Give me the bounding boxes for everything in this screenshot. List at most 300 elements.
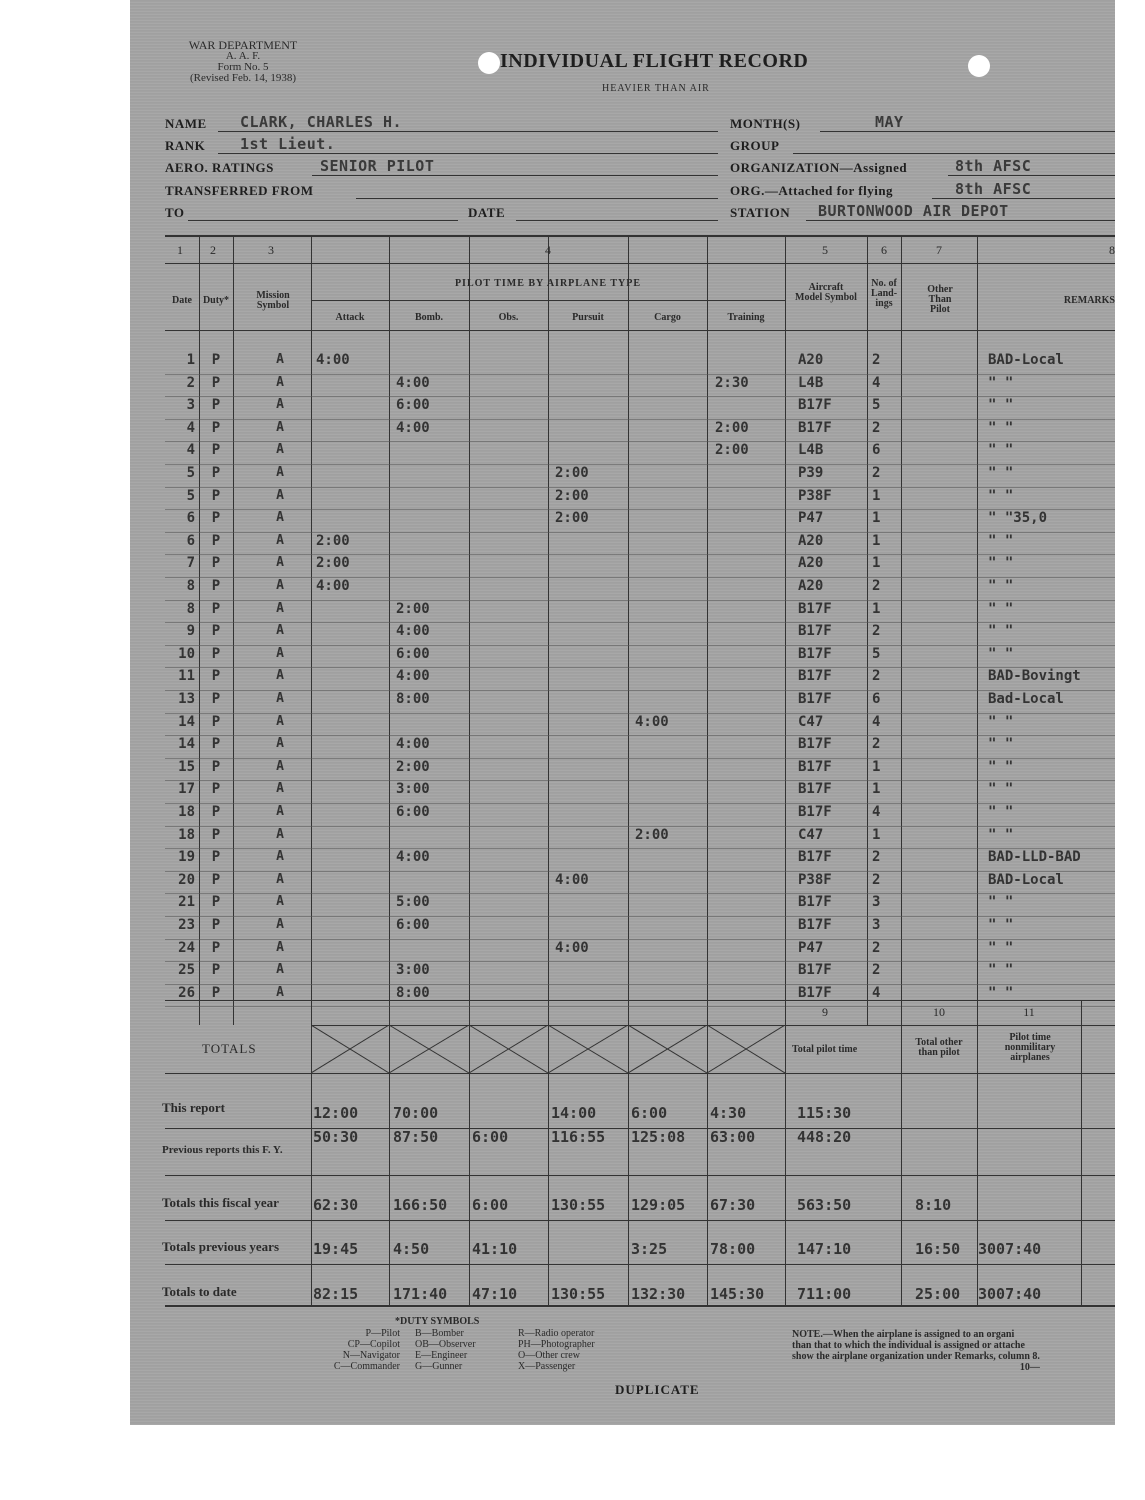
entry-duty: P (211, 555, 221, 571)
entry-bomb: 3:00 (396, 781, 430, 797)
entry-mission: A (276, 578, 284, 593)
totals-total: 448:20 (797, 1128, 852, 1146)
entry-aircraft: B17F (798, 601, 832, 617)
aero-ratings-label: AERO. RATINGS (165, 160, 274, 175)
entry-landings: 2 (872, 420, 881, 436)
totals-other: 16:50 (915, 1240, 961, 1258)
entry-landings: 6 (872, 442, 881, 458)
entry-aircraft: P38F (798, 488, 832, 504)
entry-aircraft: B17F (798, 917, 832, 933)
entry-date: 26 (178, 985, 195, 1001)
entry-landings: 5 (872, 646, 881, 662)
entry-aircraft: C47 (798, 827, 824, 843)
entry-duty: P (211, 646, 221, 662)
entry-remarks: " " (988, 985, 1014, 1001)
entry-remarks: " " (988, 646, 1014, 662)
col-header-date: Date (172, 295, 192, 306)
entry-landings: 4 (872, 804, 881, 820)
entry-remarks: " " (988, 420, 1014, 436)
entry-bomb: 3:00 (396, 962, 430, 978)
entry-training: 2:30 (715, 375, 749, 391)
entry-aircraft: B17F (798, 804, 832, 820)
entry-aircraft: B17F (798, 849, 832, 865)
entry-aircraft: L4B (798, 375, 824, 391)
totals-attack: 19:45 (313, 1240, 359, 1258)
entry-date: 23 (178, 917, 195, 933)
entry-aircraft: A20 (798, 533, 824, 549)
totals-obs: 41:10 (472, 1240, 518, 1258)
name-value: CLARK, CHARLES H. (240, 113, 403, 131)
entry-remarks: " " (988, 940, 1014, 956)
entry-aircraft: B17F (798, 894, 832, 910)
totals-pursuit: 130:55 (551, 1196, 606, 1214)
entry-landings: 2 (872, 623, 881, 639)
entry-remarks: " " (988, 442, 1014, 458)
col-header-obs: Obs. (498, 312, 519, 323)
entry-pursuit: 2:00 (555, 488, 589, 504)
entry-date: 2 (186, 375, 195, 391)
col-num-2: 2 (210, 243, 216, 257)
rank-value: 1st Lieut. (240, 135, 336, 153)
entry-mission: A (276, 804, 284, 819)
duty-col-2: B—Bomber OB—Observer E—Engineer G—Gunner (415, 1328, 476, 1372)
entry-landings: 1 (872, 601, 881, 617)
entry-remarks: " " (988, 736, 1014, 752)
col-header-pursuit: Pursuit (572, 312, 604, 323)
col-header-total-pilot-time: Total pilot time (792, 1044, 858, 1055)
entry-landings: 2 (872, 578, 881, 594)
punch-hole (968, 55, 990, 77)
entry-duty: P (211, 781, 221, 797)
entry-cargo: 2:00 (635, 827, 669, 843)
entry-landings: 1 (872, 488, 881, 504)
entry-duty: P (211, 827, 221, 843)
station-value: BURTONWOOD AIR DEPOT (818, 202, 1009, 220)
entry-remarks: " " (988, 759, 1014, 775)
entry-remarks: " " (988, 578, 1014, 594)
entry-duty: P (211, 510, 221, 526)
entry-remarks: " " (988, 781, 1014, 797)
date-label: DATE (468, 205, 506, 220)
entry-landings: 1 (872, 827, 881, 843)
entry-aircraft: B17F (798, 985, 832, 1001)
entry-mission: A (276, 781, 284, 796)
entry-date: 6 (186, 533, 195, 549)
totals-cargo: 125:08 (631, 1128, 686, 1146)
entry-remarks: " " (988, 397, 1014, 413)
name-label: NAME (165, 116, 207, 131)
entry-remarks: " " (988, 894, 1014, 910)
entry-landings: 2 (872, 352, 881, 368)
entry-duty: P (211, 442, 221, 458)
entry-duty: P (211, 714, 221, 730)
col-num-3: 3 (268, 243, 274, 257)
totals-bomb: 70:00 (393, 1104, 439, 1122)
entry-landings: 4 (872, 714, 881, 730)
totals-obs: 6:00 (472, 1196, 509, 1214)
col-num-10: 10 (933, 1005, 945, 1019)
entry-date: 6 (186, 510, 195, 526)
month-value: MAY (875, 113, 904, 131)
totals-row-label: Previous reports this F. Y. (162, 1144, 283, 1156)
form-title: INDIVIDUAL FLIGHT RECORD (500, 50, 809, 72)
org-attached-label: ORG.—Attached for flying (730, 183, 894, 198)
entry-bomb: 4:00 (396, 375, 430, 391)
entry-aircraft: A20 (798, 578, 824, 594)
entry-training: 2:00 (715, 420, 749, 436)
entry-pursuit: 4:00 (555, 872, 589, 888)
col-num-8: 8 (1109, 243, 1115, 257)
totals-cargo: 6:00 (631, 1104, 668, 1122)
entry-aircraft: A20 (798, 352, 824, 368)
entry-landings: 1 (872, 555, 881, 571)
org-assigned-value: 8th AFSC (955, 157, 1032, 175)
entry-date: 24 (178, 940, 195, 956)
col-header-other: Other Than Pilot (927, 284, 953, 315)
entry-date: 9 (186, 623, 195, 639)
totals-attack: 50:30 (313, 1128, 359, 1146)
entry-mission: A (276, 555, 284, 570)
col-header-mission: Mission Symbol (256, 290, 290, 311)
entry-remarks: BAD-Bovingt (988, 668, 1081, 684)
entry-aircraft: P47 (798, 940, 824, 956)
totals-training: 63:00 (710, 1128, 756, 1146)
entry-duty: P (211, 488, 221, 504)
entry-bomb: 2:00 (396, 759, 430, 775)
entry-date: 5 (186, 465, 195, 481)
entry-remarks: " " (988, 465, 1014, 481)
entry-duty: P (211, 352, 221, 368)
entry-bomb: 5:00 (396, 894, 430, 910)
entry-duty: P (211, 849, 221, 865)
entry-attack: 2:00 (316, 555, 350, 571)
totals-attack: 12:00 (313, 1104, 359, 1122)
entry-remarks: " " (988, 533, 1014, 549)
entry-mission: A (276, 849, 284, 864)
entry-landings: 2 (872, 849, 881, 865)
totals-row-label: Totals to date (162, 1284, 237, 1299)
entry-aircraft: B17F (798, 668, 832, 684)
entry-aircraft: B17F (798, 646, 832, 662)
month-label: MONTH(S) (730, 116, 801, 131)
entry-bomb: 8:00 (396, 691, 430, 707)
entry-date: 7 (186, 555, 195, 571)
entry-bomb: 4:00 (396, 420, 430, 436)
entry-remarks: " " (988, 917, 1014, 933)
entry-mission: A (276, 917, 284, 932)
totals-cargo: 129:05 (631, 1196, 686, 1214)
entry-pursuit: 2:00 (555, 510, 589, 526)
entry-date: 8 (186, 601, 195, 617)
col-header-attack: Attack (335, 312, 365, 323)
form-subtitle: HEAVIER THAN AIR (602, 83, 710, 94)
entry-mission: A (276, 623, 284, 638)
entry-landings: 1 (872, 781, 881, 797)
entry-aircraft: B17F (798, 781, 832, 797)
totals-other: 8:10 (915, 1196, 952, 1214)
entry-landings: 6 (872, 691, 881, 707)
totals-bomb: 4:50 (393, 1240, 430, 1258)
col-header-aircraft: Aircraft Model Symbol (795, 282, 857, 303)
punch-hole (478, 52, 500, 74)
totals-total: 711:00 (797, 1285, 852, 1303)
entry-bomb: 6:00 (396, 917, 430, 933)
org-attached-value: 8th AFSC (955, 180, 1032, 198)
totals-training: 67:30 (710, 1196, 756, 1214)
totals-bomb: 87:50 (393, 1128, 439, 1146)
entry-landings: 1 (872, 759, 881, 775)
entry-duty: P (211, 872, 221, 888)
totals-nonmil: 3007:40 (978, 1240, 1042, 1258)
entry-mission: A (276, 668, 284, 683)
entry-duty: P (211, 397, 221, 413)
entry-duty: P (211, 601, 221, 617)
entry-mission: A (276, 465, 284, 480)
entry-remarks: " " (988, 601, 1014, 617)
entry-pursuit: 2:00 (555, 465, 589, 481)
entry-aircraft: B17F (798, 420, 832, 436)
entry-mission: A (276, 759, 284, 774)
entry-date: 18 (178, 804, 195, 820)
entry-duty: P (211, 759, 221, 775)
entry-date: 5 (186, 488, 195, 504)
entry-attack: 2:00 (316, 533, 350, 549)
totals-heading: TOTALS (202, 1041, 257, 1056)
totals-pursuit: 116:55 (551, 1128, 606, 1146)
col-num-7: 7 (936, 243, 942, 257)
col-num-9: 9 (822, 1005, 828, 1019)
entry-landings: 2 (872, 940, 881, 956)
entry-date: 13 (178, 691, 195, 707)
form-sheet (130, 0, 1115, 1425)
rank-label: RANK (165, 138, 206, 153)
totals-attack: 82:15 (313, 1285, 359, 1303)
entry-duty: P (211, 578, 221, 594)
totals-other: 25:00 (915, 1285, 961, 1303)
entry-landings: 5 (872, 397, 881, 413)
entry-cargo: 4:00 (635, 714, 669, 730)
totals-total: 115:30 (797, 1104, 852, 1122)
entry-mission: A (276, 962, 284, 977)
entry-attack: 4:00 (316, 352, 350, 368)
entry-bomb: 8:00 (396, 985, 430, 1001)
footer-note: NOTE.—When the airplane is assigned to an organi than that to which the individual is assigned or attache show the airplane organization under Remarks, column 8. 10— (792, 1329, 1040, 1373)
entry-remarks: " " (988, 962, 1014, 978)
totals-cargo: 3:25 (631, 1240, 668, 1258)
entry-mission: A (276, 872, 284, 887)
entry-landings: 2 (872, 736, 881, 752)
entry-date: 21 (178, 894, 195, 910)
entry-mission: A (276, 827, 284, 842)
col-header-training: Training (727, 312, 765, 323)
entry-remarks: " " (988, 375, 1014, 391)
entry-date: 10 (178, 646, 195, 662)
col-header-total-other: Total other than pilot (915, 1037, 963, 1058)
entry-landings: 2 (872, 668, 881, 684)
totals-total: 147:10 (797, 1240, 852, 1258)
entry-landings: 2 (872, 962, 881, 978)
totals-training: 78:00 (710, 1240, 756, 1258)
col-header-landings: No. of Land- ings (870, 278, 898, 309)
entry-date: 18 (178, 827, 195, 843)
col-num-1: 1 (177, 243, 183, 257)
col-header-pilot-time: PILOT TIME BY AIRPLANE TYPE (454, 278, 642, 289)
entry-landings: 1 (872, 510, 881, 526)
entry-duty: P (211, 668, 221, 684)
entry-mission: A (276, 601, 284, 616)
entry-bomb: 4:00 (396, 623, 430, 639)
entry-aircraft: B17F (798, 962, 832, 978)
totals-bomb: 171:40 (393, 1285, 448, 1303)
org-assigned-label: ORGANIZATION—Assigned (730, 160, 908, 175)
entry-date: 14 (178, 714, 195, 730)
entry-landings: 2 (872, 465, 881, 481)
totals-attack: 62:30 (313, 1196, 359, 1214)
totals-row-label: This report (162, 1100, 225, 1115)
entry-mission: A (276, 375, 284, 390)
totals-total: 563:50 (797, 1196, 852, 1214)
totals-nonmil: 3007:40 (978, 1285, 1042, 1303)
totals-row-label: Totals previous years (162, 1239, 280, 1254)
entry-date: 3 (186, 397, 195, 413)
entry-duty: P (211, 985, 221, 1001)
entry-landings: 2 (872, 872, 881, 888)
entry-aircraft: B17F (798, 691, 832, 707)
col-header-cargo: Cargo (654, 312, 681, 323)
entry-aircraft: P47 (798, 510, 824, 526)
crossed-boxes (311, 1025, 785, 1073)
entry-date: 17 (178, 781, 195, 797)
totals-pursuit: 14:00 (551, 1104, 597, 1122)
entry-duty: P (211, 736, 221, 752)
entry-remarks: " " (988, 827, 1014, 843)
entry-mission: A (276, 533, 284, 548)
entry-mission: A (276, 488, 284, 503)
entry-mission: A (276, 940, 284, 955)
totals-obs: 47:10 (472, 1285, 518, 1303)
col-header-nonmilitary: Pilot time nonmilitary airplanes (1004, 1032, 1056, 1063)
entry-remarks: BAD-Local (988, 872, 1064, 888)
entry-landings: 3 (872, 894, 881, 910)
totals-cargo: 132:30 (631, 1285, 686, 1303)
totals-pursuit: 130:55 (551, 1285, 606, 1303)
entry-date: 25 (178, 962, 195, 978)
duty-symbols-title: *DUTY SYMBOLS (395, 1316, 480, 1327)
entry-duty: P (211, 691, 221, 707)
entry-aircraft: B17F (798, 623, 832, 639)
entry-duty: P (211, 533, 221, 549)
totals-row-label: Totals this fiscal year (162, 1195, 279, 1210)
totals-obs: 6:00 (472, 1128, 509, 1146)
entry-date: 8 (186, 578, 195, 594)
entry-pursuit: 4:00 (555, 940, 589, 956)
entry-bomb: 6:00 (396, 804, 430, 820)
entry-training: 2:00 (715, 442, 749, 458)
entry-mission: A (276, 985, 284, 1000)
totals-training: 4:30 (710, 1104, 747, 1122)
entry-date: 19 (178, 849, 195, 865)
col-header-duty: Duty* (202, 295, 230, 306)
totals-training: 145:30 (710, 1285, 765, 1303)
entry-remarks: BAD-LLD-BAD (988, 849, 1081, 865)
entry-mission: A (276, 420, 284, 435)
entry-date: 11 (178, 668, 195, 684)
entry-date: 14 (178, 736, 195, 752)
entry-aircraft: B17F (798, 397, 832, 413)
entry-remarks: " " (988, 488, 1014, 504)
entry-bomb: 6:00 (396, 646, 430, 662)
entry-date: 20 (178, 872, 195, 888)
entry-mission: A (276, 442, 284, 457)
entry-attack: 4:00 (316, 578, 350, 594)
duty-col-3: R—Radio operator PH—Photographer O—Other crew X—Passenger (518, 1328, 595, 1372)
entry-aircraft: P38F (798, 872, 832, 888)
entry-duty: P (211, 375, 221, 391)
col-num-11: 11 (1023, 1005, 1035, 1019)
entry-remarks: " " (988, 804, 1014, 820)
entry-bomb: 4:00 (396, 736, 430, 752)
col-num-5: 5 (822, 243, 828, 257)
entry-duty: P (211, 465, 221, 481)
entry-duty: P (211, 804, 221, 820)
entry-date: 4 (186, 442, 195, 458)
entry-duty: P (211, 940, 221, 956)
group-label: GROUP (730, 138, 780, 153)
transferred-from-label: TRANSFERRED FROM (165, 183, 314, 198)
entry-aircraft: P39 (798, 465, 824, 481)
department-block: WAR DEPARTMENT A. A. F. Form No. 5 (Revised Feb. 14, 1938) (188, 38, 298, 84)
entry-mission: A (276, 397, 284, 412)
aero-ratings-value: SENIOR PILOT (320, 157, 435, 175)
entry-aircraft: B17F (798, 759, 832, 775)
entry-mission: A (276, 736, 284, 751)
entry-remarks: BAD-Local (988, 352, 1064, 368)
entry-aircraft: A20 (798, 555, 824, 571)
entry-aircraft: B17F (798, 736, 832, 752)
entry-date: 1 (186, 352, 195, 368)
entry-remarks: " " (988, 623, 1014, 639)
entry-landings: 4 (872, 375, 881, 391)
entry-duty: P (211, 917, 221, 933)
entry-mission: A (276, 894, 284, 909)
entry-date: 15 (178, 759, 195, 775)
entry-duty: P (211, 420, 221, 436)
entry-bomb: 2:00 (396, 601, 430, 617)
entry-aircraft: C47 (798, 714, 824, 730)
entry-duty: P (211, 894, 221, 910)
entry-date: 4 (186, 420, 195, 436)
entry-duty: P (211, 623, 221, 639)
totals-bomb: 166:50 (393, 1196, 448, 1214)
col-header-bomb: Bomb. (414, 312, 444, 323)
entry-mission: A (276, 714, 284, 729)
entry-mission: A (276, 646, 284, 661)
col-header-remarks: REMARKS (1063, 295, 1115, 306)
duty-col-1: P—Pilot CP—Copilot N—Navigator C—Commander (333, 1328, 400, 1372)
entry-remarks: " " (988, 714, 1014, 730)
station-label: STATION (730, 205, 791, 220)
entry-landings: 3 (872, 917, 881, 933)
duplicate-mark: DUPLICATE (615, 1382, 700, 1397)
entry-bomb: 4:00 (396, 668, 430, 684)
col-num-6: 6 (881, 243, 887, 257)
entry-bomb: 6:00 (396, 397, 430, 413)
entry-landings: 4 (872, 985, 881, 1001)
entry-landings: 1 (872, 533, 881, 549)
entry-aircraft: L4B (798, 442, 824, 458)
entry-remarks: Bad-Local (988, 691, 1064, 707)
entry-bomb: 4:00 (396, 849, 430, 865)
